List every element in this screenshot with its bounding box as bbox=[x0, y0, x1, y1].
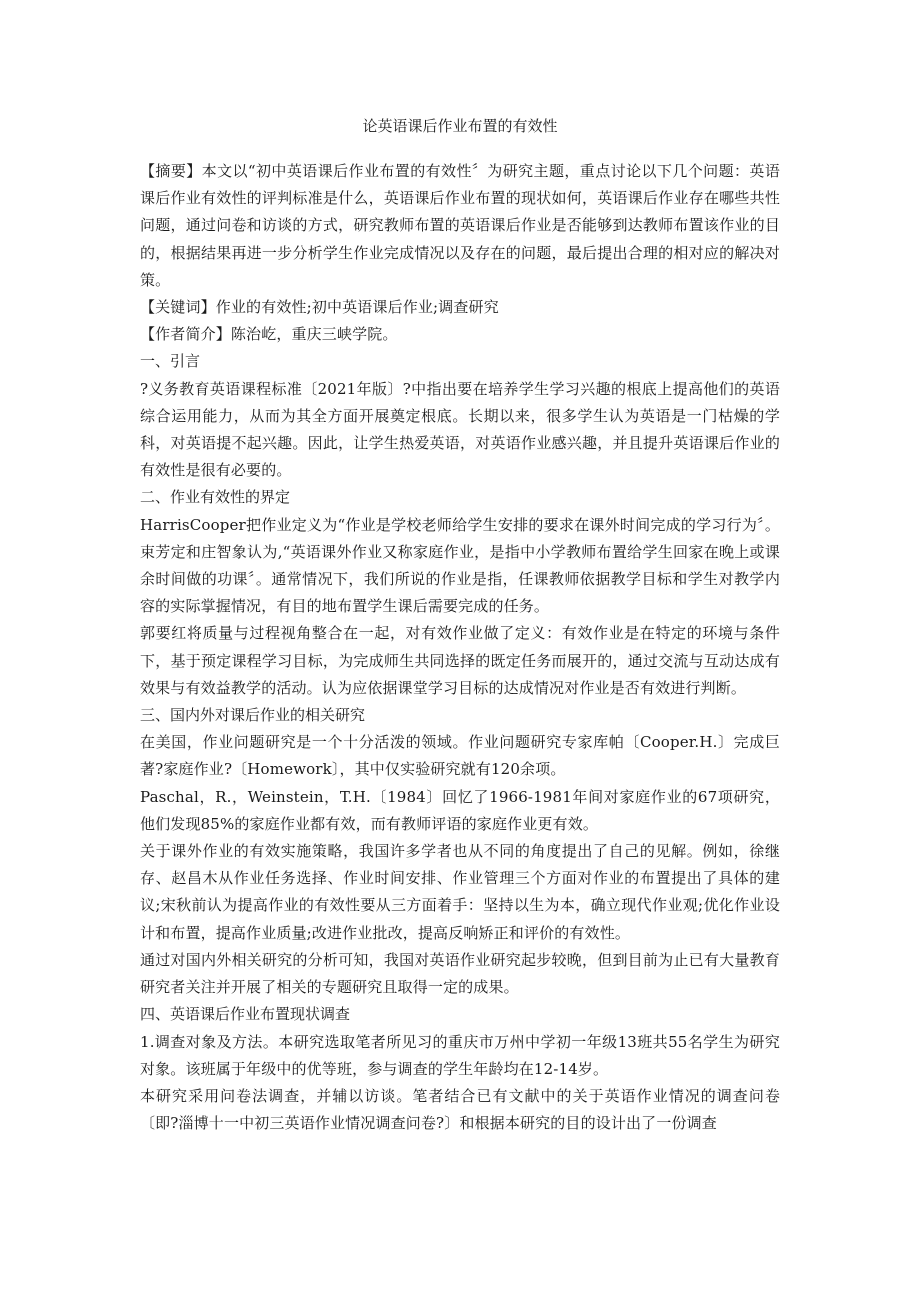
section-heading-related-research: 三、国内外对课后作业的相关研究 bbox=[140, 706, 366, 725]
section-heading-definition: 二、作业有效性的界定 bbox=[140, 488, 291, 507]
keywords: 【关键词】作业的有效性;初中英语课后作业;调查研究 bbox=[140, 298, 499, 317]
paragraph: Paschal，R.，Weinstein，T.H.〔1984〕回忆了1966-1981年间对家庭作业的67项研究，他们发现85%的家庭作业都有效，而有教师评语的家庭作业更有效。 bbox=[140, 787, 780, 833]
document-body bbox=[140, 158, 780, 1137]
paragraph: 1.调查对象及方法。本研究选取笔者所见习的重庆市万州中学初一年级13班共55名学生为研究对象。该班属于年级中的优等班，参与调查的学生年龄均在12-14岁。 bbox=[140, 1032, 780, 1078]
abstract: 【摘要】本文以“初中英语课后作业布置的有效性〞为研究主题，重点讨论以下几个问题：英语课后作业有效性的评判标准是什么，英语课后作业布置的现状如何，英语课后作业存在哪些共性问题，通过问卷和访谈的方式，研究教师布置的英语课后作业是否能够到达教师布置该作业的目的，根据结果再进一步分析学生作业完成情况以及存在的问题，最后提出合理的相对应的解决对策。 bbox=[140, 162, 780, 289]
paragraph: 在美国，作业问题研究是一个十分活泼的领域。作业问题研究专家库帕〔Cooper.H.〕完成巨著?家庭作业?〔Homework〕，其中仅实验研究就有120余项。 bbox=[140, 733, 780, 779]
paragraph: 本研究采用问卷法调查，并辅以访谈。笔者结合已有文献中的关于英语作业情况的调查问卷〔即?淄博十一中初三英语作业情况调查问卷?〕和根据本研究的目的设计出了一份调查 bbox=[140, 1086, 780, 1133]
paragraph: 郭要红将质量与过程视角整合在一起，对有效作业做了定义：有效作业是在特定的环境与条件下，基于预定课程学习目标，为完成师生共同选择的既定任务而展开的，通过交流与互动达成有效果与有效益教学的活动。认为应依据课堂学习目标的达成情况对作业是否有效进行判断。 bbox=[140, 624, 780, 697]
author-intro: 【作者简介】陈治屹，重庆三峡学院。 bbox=[140, 325, 398, 344]
paragraph: HarrisCooper把作业定义为“作业是学校老师给学生安排的要求在课外时间完成的学习行为〞。束芳定和庄智象认为,“英语课外作业又称家庭作业，是指中小学教师布置给学生回家在晚上或课余时间做的功课〞。通常情况下，我们所说的作业是指，任课教师依据教学目标和学生对教学内容的实际掌握情况，有目的地布置学生课后需要完成的任务。 bbox=[140, 515, 780, 616]
section-heading-introduction: 一、引言 bbox=[140, 352, 201, 371]
paragraph: 通过对国内外相关研究的分析可知，我国对英语作业研究起步较晚，但到目前为止已有大量教育研究者关注并开展了相关的专题研究且取得一定的成果。 bbox=[140, 950, 780, 997]
paragraph: 关于课外作业的有效实施策略，我国许多学者也从不同的角度提出了自己的见解。例如，徐继存、赵昌木从作业任务选择、作业时间安排、作业管理三个方面对作业的布置提出了具体的建议;宋秋前认为提高作业的有效性要从三方面着手：坚持以生为本，确立现代作业观;优化作业设计和布置，提高作业质量;改进作业批改，提高反响矫正和评价的有效性。 bbox=[140, 842, 780, 942]
document-title: 论英语课后作业布置的有效性 bbox=[362, 117, 558, 135]
section-heading-survey: 四、英语课后作业布置现状调查 bbox=[140, 1005, 351, 1024]
paragraph: ?义务教育英语课程标准〔2021年版〕?中指出要在培养学生学习兴趣的根底上提高他们的英语综合运用能力，从而为其全方面开展奠定根底。长期以来，很多学生认为英语是一门枯燥的学科，对英语提不起兴趣。因此，让学生热爱英语，对英语作业感兴趣，并且提升英语课后作业的有效性是很有必要的。 bbox=[140, 379, 780, 480]
